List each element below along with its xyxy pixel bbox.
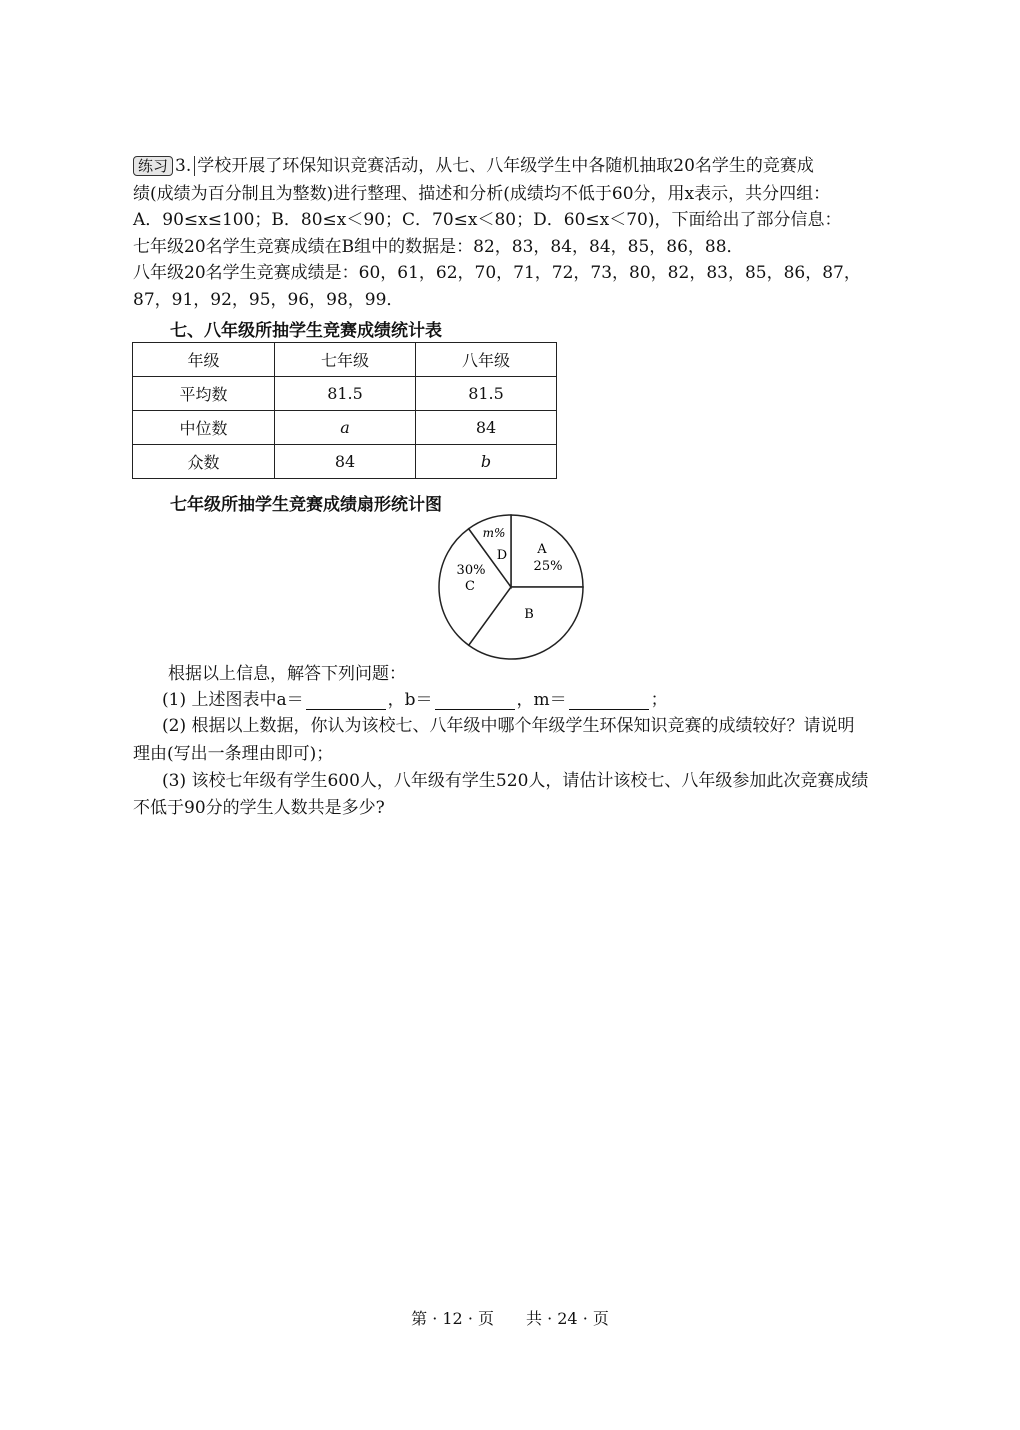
problem-line-6: 87，91，92，95，96，98，99．	[133, 290, 404, 310]
questions-intro: 根据以上信息，解答下列问题：	[168, 664, 406, 684]
question-3-line-2: 不低于90分的学生人数共是多少?	[133, 798, 385, 818]
q1-m-label: ，m＝	[516, 690, 567, 710]
table-cell: 84	[275, 445, 416, 479]
page-footer: 第 · 12 · 页 共 · 24 · 页	[411, 1309, 609, 1328]
table-row	[133, 445, 557, 479]
q1-b-label: ，b＝	[387, 690, 433, 710]
table-header-row	[133, 343, 557, 377]
table-cell: 84	[416, 411, 557, 445]
q1-end: ；	[650, 690, 668, 710]
table-cell: 81.5	[416, 377, 557, 411]
problem-line-3: A．90≤x≤100；B．80≤x＜90；C．70≤x＜80；D．60≤x＜70)，下面给出了部分信息：	[133, 210, 842, 230]
question-number: 3.	[173, 156, 195, 176]
pie-label-a: A	[537, 542, 547, 557]
table-cell: 中位数	[133, 411, 275, 445]
q1-a-label: a＝	[276, 690, 304, 710]
table-cell: 81.5	[275, 377, 416, 411]
table-row	[133, 377, 557, 411]
pie-label-a-pct: 25%	[533, 559, 563, 574]
pie-caption: 七年级所抽学生竞赛成绩扇形统计图	[170, 495, 442, 515]
table-row	[133, 411, 557, 445]
table-cell: a	[275, 411, 416, 445]
table-cell: b	[416, 445, 557, 479]
table-cell: 年级	[133, 343, 275, 377]
q1-prefix: (1) 上述图表中	[162, 690, 277, 710]
problem-line-4: 七年级20名学生竞赛成绩在B组中的数据是：82，83，84，84，85，86，88．	[133, 237, 744, 257]
table-cell: 八年级	[416, 343, 557, 377]
pie-label-c-pct: 30%	[456, 563, 486, 578]
pie-label-d-pct: m%	[482, 526, 506, 540]
problem-line-5: 八年级20名学生竞赛成绩是：60，61，62，70，71，72，73，80，82，83，85，86，87，	[133, 263, 861, 283]
question-2-line-1: (2) 根据以上数据，你认为该校七、八年级中哪个年级学生环保知识竞赛的成绩较好？请说明	[162, 716, 855, 736]
problem-line-2: 绩(成绩为百分制且为整数)进行整理、描述和分析(成绩均不低于60分，用x表示，共分四组：	[133, 184, 831, 204]
question-1	[162, 690, 668, 710]
pie-slice-a	[511, 515, 583, 587]
answer-blank-b[interactable]	[435, 693, 515, 710]
pie-chart	[431, 507, 591, 667]
practice-badge: 练习	[133, 156, 173, 176]
problem-first-line	[133, 156, 814, 176]
pie-label-d: D	[496, 548, 508, 563]
pie-label-c: C	[465, 579, 475, 594]
table-cell: 平均数	[133, 377, 275, 411]
pie-label-b: B	[524, 607, 534, 622]
table-caption: 七、八年级所抽学生竞赛成绩统计表	[170, 321, 442, 341]
table-cell: 七年级	[275, 343, 416, 377]
table-cell: 众数	[133, 445, 275, 479]
question-2-line-2: 理由(写出一条理由即可)；	[133, 744, 334, 764]
problem-line-1: 学校开展了环保知识竞赛活动，从七、八年级学生中各随机抽取20名学生的竞赛成	[197, 156, 814, 176]
answer-blank-a[interactable]	[306, 693, 386, 710]
statistics-table	[132, 342, 557, 479]
answer-blank-m[interactable]	[569, 693, 649, 710]
question-3-line-1: (3) 该校七年级有学生600人，八年级有学生520人，请估计该校七、八年级参加此次竞赛成绩	[162, 771, 869, 791]
